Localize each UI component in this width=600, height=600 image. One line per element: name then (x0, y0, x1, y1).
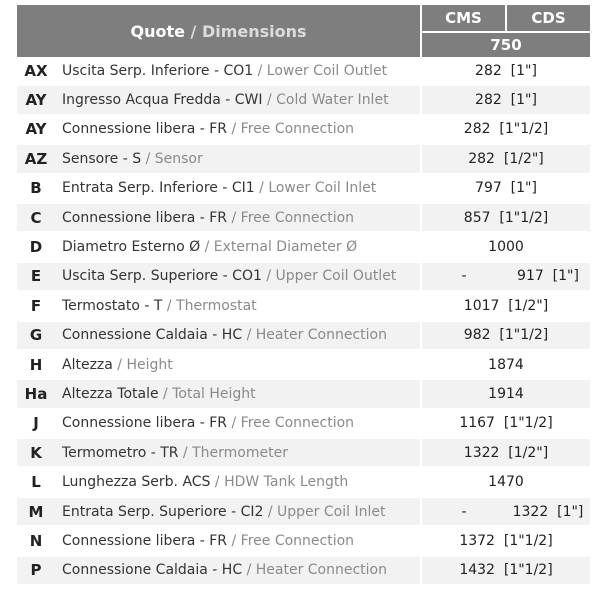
table-row (17, 498, 590, 527)
row-description-it: Altezza (62, 356, 113, 373)
row-description-en: Total Height (172, 385, 256, 402)
table-row (17, 292, 590, 321)
header-col-cds: CDS (507, 5, 590, 31)
row-description-separator: / (141, 150, 155, 167)
row-code: AZ (17, 145, 55, 172)
row-description-it: Lunghezza Serb. ACS (62, 474, 211, 491)
table-row (17, 439, 590, 468)
header-separator: / (184, 21, 202, 41)
row-description-it: Connessione libera - FR (62, 532, 228, 549)
row-code: AX (24, 61, 48, 80)
row-value: 1874 (488, 356, 524, 373)
table-row (17, 557, 590, 586)
table-row (17, 175, 590, 204)
row-description (55, 145, 420, 172)
row-description-separator: / (227, 121, 241, 138)
row-value: 857 [1"1/2] (422, 204, 590, 231)
row-description-en: Upper Coil Inlet (277, 503, 386, 520)
row-description (55, 116, 420, 143)
header-col-cms: CMS (422, 5, 505, 31)
row-description-it: Connessione libera - FR (62, 209, 228, 226)
row-description-separator: / (261, 268, 276, 285)
row-value: 797 [1"] (475, 180, 537, 197)
row-description-en: Sensor (154, 150, 203, 167)
row-value-split (422, 263, 590, 290)
table-row (17, 380, 590, 409)
row-description-it: Termostato - T (62, 297, 163, 314)
row-description-it: Uscita Serp. Inferiore - CO1 (62, 62, 254, 79)
row-description-it: Diametro Esterno Ø (62, 239, 201, 256)
table-row (17, 204, 590, 233)
row-description-it: Connessione Caldaia - HC (62, 327, 243, 344)
row-value-cms: - (461, 503, 467, 520)
table-row (17, 233, 590, 262)
table-row (17, 145, 590, 174)
row-code: N (29, 531, 43, 550)
row-description-it: Altezza Totale (62, 385, 159, 402)
row-description-it: Connessione libera - FR (62, 121, 228, 138)
row-value: 982 [1"1/2] (422, 322, 590, 349)
row-description (55, 410, 420, 437)
header-title-en: Dimensions (201, 21, 307, 41)
row-description-it: Entrata Serp. Inferiore - CI1 (62, 180, 255, 197)
row-description-en: Height (126, 356, 173, 373)
row-description-separator: / (253, 62, 267, 79)
row-description-en: Upper Coil Outlet (275, 268, 397, 285)
row-value: 1372 [1"1/2] (459, 532, 553, 549)
row-description-separator: / (242, 327, 256, 344)
row-code: Ha (17, 380, 55, 407)
row-description-separator: / (227, 532, 241, 549)
row-value: 1470 (488, 474, 524, 491)
row-description-separator: / (227, 209, 241, 226)
table-row (17, 57, 590, 86)
row-description-en: Cold Water Inlet (276, 92, 389, 109)
row-description-separator: / (200, 239, 214, 256)
row-code: AY (25, 120, 47, 139)
row-value: 282 [1"1/2] (463, 121, 549, 138)
row-code: B (30, 179, 42, 198)
row-description (55, 263, 420, 290)
row-description-separator: / (162, 297, 177, 314)
dimensions-table (17, 5, 590, 586)
row-description (55, 233, 420, 260)
row-value: 282 [1"] (422, 86, 590, 113)
row-description (55, 322, 420, 349)
row-description-en: Lower Coil Outlet (266, 62, 388, 79)
row-description-separator: / (262, 92, 277, 109)
row-description-separator: / (112, 356, 127, 373)
row-description-it: Sensore - S (62, 150, 142, 167)
row-code: P (17, 557, 55, 584)
table-row (17, 322, 590, 351)
table-row (17, 410, 590, 439)
row-code: D (29, 238, 43, 257)
row-description-separator: / (242, 562, 256, 579)
table-row (17, 263, 590, 292)
row-description-en: Lower Coil Inlet (268, 180, 377, 197)
row-description (55, 380, 420, 407)
row-description-separator: / (178, 444, 193, 461)
row-description-it: Connessione Caldaia - HC (62, 562, 243, 579)
table-row (17, 468, 590, 497)
row-description-en: Heater Connection (255, 327, 387, 344)
row-description-en: Thermostat (176, 297, 257, 314)
row-value: 1322 [1/2"] (422, 439, 590, 466)
row-value: 1017 [1/2"] (463, 297, 549, 314)
row-code: J (33, 414, 39, 433)
row-code: AY (17, 86, 55, 113)
row-value: 1914 (422, 380, 590, 407)
row-value: 1432 [1"1/2] (422, 557, 590, 584)
row-description-en: Thermometer (192, 444, 288, 461)
row-description-en: Heater Connection (255, 562, 387, 579)
row-code: G (17, 322, 55, 349)
row-code: E (17, 263, 55, 290)
row-value: 1000 (488, 239, 524, 256)
row-value-cds: 917 [1"] (517, 268, 579, 285)
row-description-separator: / (210, 474, 225, 491)
row-description (55, 57, 420, 84)
row-description-it: Uscita Serp. Superiore - CO1 (62, 268, 262, 285)
row-description-en: HDW Tank Length (224, 474, 349, 491)
row-description (55, 86, 420, 113)
row-description (55, 527, 420, 554)
row-description (55, 204, 420, 231)
row-description-separator: / (227, 415, 241, 432)
table-row (17, 116, 590, 145)
row-description (55, 468, 420, 495)
header-title (17, 5, 420, 57)
row-code: K (17, 439, 55, 466)
row-value: 282 [1"] (475, 62, 537, 79)
row-description (55, 439, 420, 466)
row-description-en: Free Connection (240, 121, 355, 138)
table-row (17, 527, 590, 556)
row-value: 1167 [1"1/2] (459, 415, 553, 432)
row-code: L (31, 473, 41, 492)
row-description-separator: / (254, 180, 269, 197)
row-description (55, 175, 420, 202)
row-description-it: Termometro - TR (62, 444, 179, 461)
row-value: 282 [1/2"] (422, 145, 590, 172)
row-value-cds: 1322 [1"] (512, 503, 584, 520)
table-body (17, 57, 590, 586)
row-description-separator: / (158, 385, 173, 402)
row-description-en: Free Connection (240, 209, 355, 226)
row-description-en: Free Connection (240, 532, 355, 549)
row-value-split (422, 498, 590, 525)
row-description (55, 498, 420, 525)
row-description-it: Connessione libera - FR (62, 415, 228, 432)
row-code: H (29, 355, 43, 374)
row-description-separator: / (263, 503, 278, 520)
row-code: M (17, 498, 55, 525)
header-title-it: Quote (130, 21, 185, 41)
row-description-it: Entrata Serp. Superiore - CI2 (62, 503, 264, 520)
row-value-cms: - (461, 268, 467, 285)
row-description-en: Free Connection (240, 415, 355, 432)
row-description (55, 351, 420, 378)
row-description-it: Ingresso Acqua Fredda - CWI (62, 92, 263, 109)
row-description (55, 557, 420, 584)
row-description-en: External Diameter Ø (213, 239, 358, 256)
row-description (55, 292, 420, 319)
header-model: 750 (422, 33, 590, 57)
row-code: F (30, 296, 42, 315)
table-header (17, 5, 590, 57)
table-row (17, 86, 590, 115)
table-row (17, 351, 590, 380)
row-code: C (17, 204, 55, 231)
